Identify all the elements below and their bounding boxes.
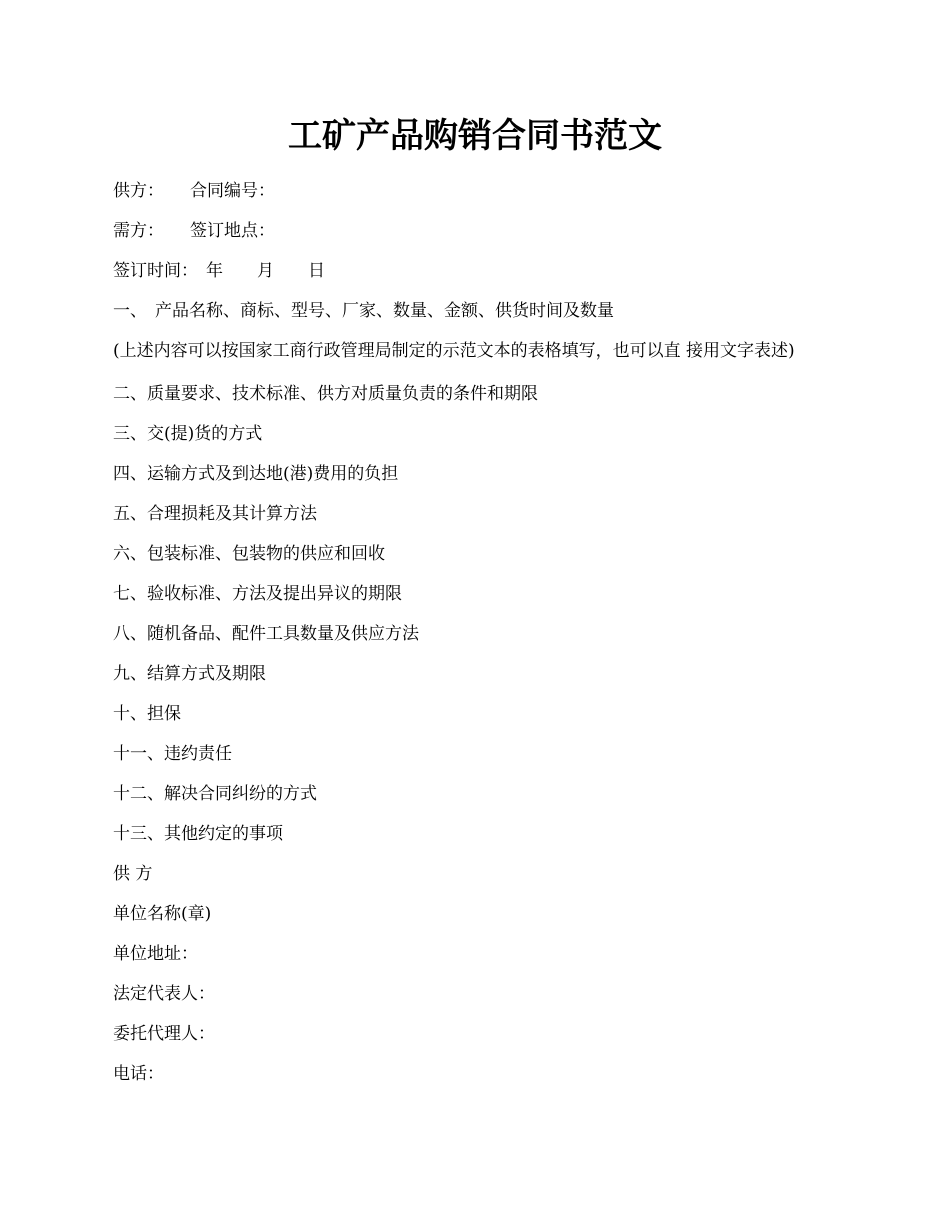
- document-body: [113, 179, 843, 1102]
- signature-unit-name: 单位名称(章): [113, 904, 212, 924]
- sign-place-label: 签订地点：: [190, 221, 275, 241]
- signature-phone: 电话：: [113, 1064, 164, 1084]
- clause-6: 六、包装标准、包装物的供应和回收: [113, 544, 385, 564]
- clause-note: (上述内容可以按国家工商行政管理局制定的示范文本的表格填写，也可以直 接用文字表述): [113, 341, 795, 361]
- signature-legal-rep: 法定代表人：: [113, 984, 215, 1004]
- month-label: 月: [257, 261, 274, 281]
- clause-1: [113, 299, 843, 323]
- clause-2: 二、质量要求、技术标准、供方对质量负责的条件和期限: [113, 384, 538, 404]
- page-title: 工矿产品购销合同书范文: [288, 116, 662, 156]
- signature-unit-address: 单位地址：: [113, 944, 198, 964]
- clause-1-prefix: 一、: [113, 301, 147, 321]
- clause-7: 七、验收标准、方法及提出异议的期限: [113, 584, 402, 604]
- sign-time-line: [113, 259, 843, 283]
- clause-13: 十三、其他约定的事项: [113, 824, 283, 844]
- signature-agent: 委托代理人：: [113, 1024, 215, 1044]
- year-label: 年: [206, 261, 223, 281]
- clause-4: 四、运输方式及到达地(港)费用的负担: [113, 464, 399, 484]
- clause-11: 十一、违约责任: [113, 744, 232, 764]
- buyer-label: 需方：: [113, 221, 164, 241]
- contract-no-label: 合同编号：: [190, 181, 275, 201]
- clause-12: 十二、解决合同纠纷的方式: [113, 784, 317, 804]
- clause-10: 十、担保: [113, 704, 181, 724]
- supplier-label: 供方：: [113, 181, 164, 201]
- clause-8: 八、随机备品、配件工具数量及供应方法: [113, 624, 419, 644]
- clause-9: 九、结算方式及期限: [113, 664, 266, 684]
- clause-1-text: 产品名称、商标、型号、厂家、数量、金额、供货时间及数量: [155, 301, 614, 321]
- clause-3: 三、交(提)货的方式: [113, 424, 263, 444]
- day-label: 日: [308, 261, 325, 281]
- sign-time-label: 签订时间：: [113, 261, 198, 281]
- supplier-line: [113, 179, 843, 203]
- clause-5: 五、合理损耗及其计算方法: [113, 504, 317, 524]
- buyer-line: [113, 219, 843, 243]
- signature-party: 供 方: [113, 864, 153, 884]
